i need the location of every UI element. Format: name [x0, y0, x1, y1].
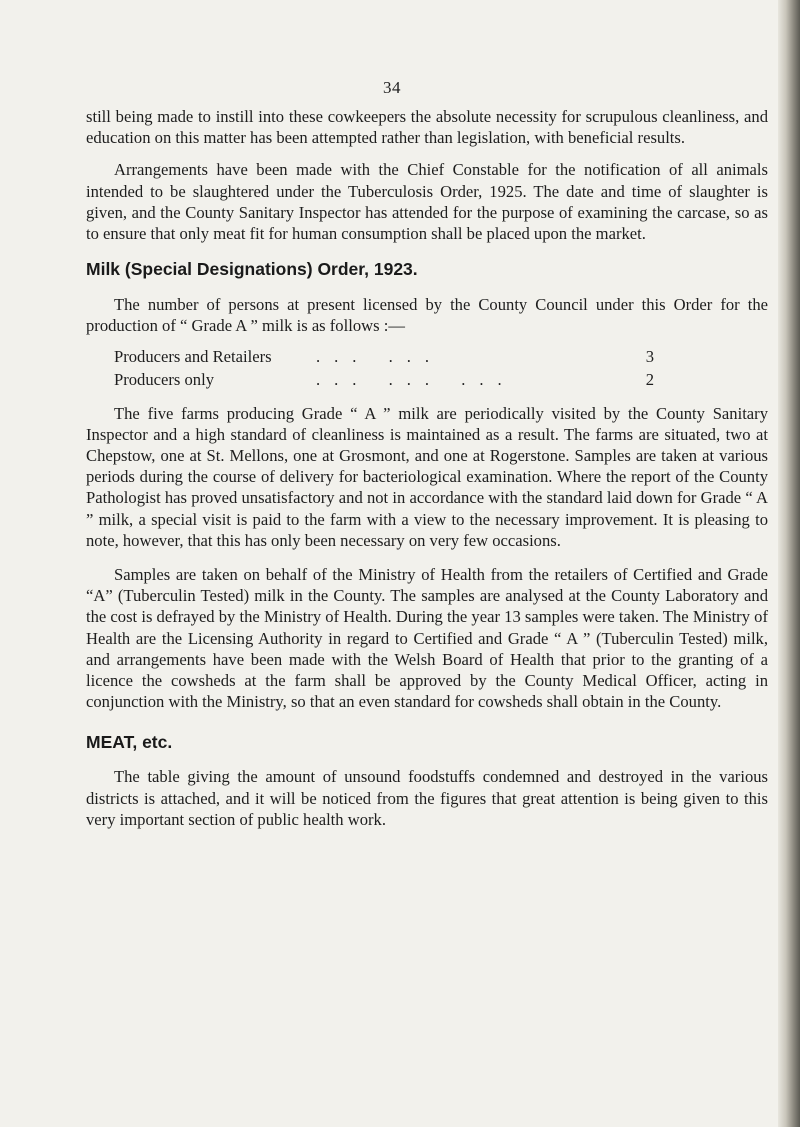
leader-dots: ... ... ... [316, 369, 516, 389]
heading-milk-order: Milk (Special Designations) Order, 1923. [86, 259, 418, 280]
heading-meat: MEAT, etc. [86, 732, 173, 753]
producers-label: Producers only [114, 369, 215, 389]
page-binding-edge [778, 0, 800, 1127]
page-number: 34 [383, 78, 401, 97]
paragraph-meat: The table giving the amount of unsound foodstuffs condemned and destroyed in the various districts is attached, and it will be noticed from the figures that great attention is being given to this very important section of public health work. [86, 767, 768, 829]
list-item [114, 368, 654, 391]
leader-dots: ... ... [316, 346, 444, 366]
producers-list [114, 345, 654, 391]
list-item [114, 345, 654, 368]
paragraph-farms: The five farms producing Grade “ A ” milk are periodically visited by the County Sanitary Inspector and a high standard of cleanliness is maintained as a result. The farms are situated, two at Chepstow, one at St. Mellons, one at Grosmont, and one at Rogerstone. Samples are taken at various periods during the course of delivery for bacteriological examination. Where the report of the County Pathologist has proved unsatisfactory and not in accordance with the standard laid down for Grade “ A ” milk, a special visit is paid to the farm with a view to the necessary improvement. It is pleasing to note, however, that this has only been necessary on very few occasions. [86, 403, 768, 550]
paragraph-samples: Samples are taken on behalf of the Ministry of Health from the retailers of Certified and Grade “A” (Tuberculin Tested) milk in the County. The samples are analysed at the County Laboratory and the cost is defrayed by the Ministry of Health. During the year 13 samples were taken. The Ministry of Health are the Licensing Authority in regard to Certified and Grade “ A ” (Tuberculin Tested) milk, and arrangements have been made with the Welsh Board of Health that prior to the granting of a licence the cowsheds at the farm shall be approved by the County Medical Officer, acting in conjunction with the Ministry, so that an even standard for cowsheds shall obtain in the County. [86, 565, 768, 712]
producers-label: Producers and Retailers [114, 346, 272, 366]
paragraph-slaughter-arrangements: Arrangements have been made with the Chief Constable for the notification of all animals intended to be slaughtered under the Tuberculosis Order, 1925. The date and time of slaughter is given, and the County Sanitary Inspector has attended for the purpose of examining the carcase, so as to ensure that only meat fit for human consumption shall be placed upon the market. [86, 160, 768, 244]
paragraph-licensed-persons: The number of persons at present licensed by the County Council under this Order for the production of “ Grade A ” milk is as follows :— [86, 295, 768, 336]
producers-count: 2 [645, 369, 654, 389]
paragraph-cowkeepers: still being made to instill into these cowkeepers the absolute necessity for scrupulous cleanliness, and education on this matter has been attempted rather than legislation, with beneficial results. [86, 107, 768, 148]
page-body [86, 106, 768, 830]
producers-count: 3 [645, 346, 654, 366]
